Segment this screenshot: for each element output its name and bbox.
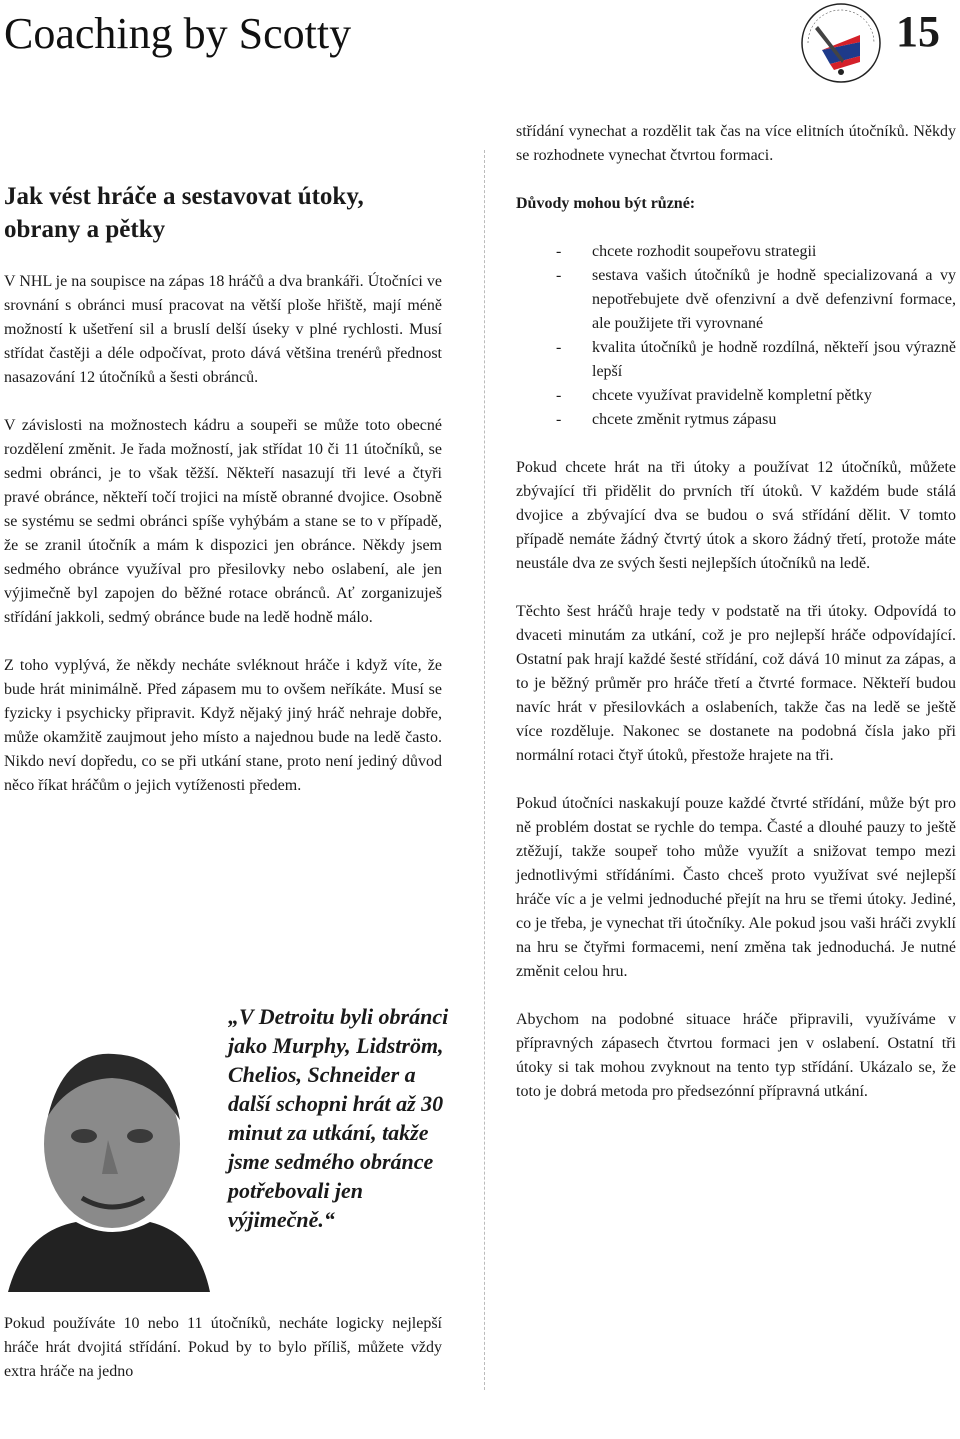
reasons-list (516, 240, 956, 432)
list-item: - kvalita útočníků je hodně rozdílná, někteří jsou výrazně lepší (516, 336, 956, 384)
paragraph: Pokud útočníci naskakují pouze každé čtvrté střídání, může být pro ně problém dostat se rychle do tempa. Časté a dlouhé pauzy to ještě ztěžují, takže soupeř toho může využít a snižovat tempo mezi jednotlivými střídáními. Často chceš proto využívat své nejlepší hráče víc a je velmi jednoduché přejít na hru se třemi útoky. Jediné, co je třeba, je vynechat tři útočníky. Ale pokud jsou vaši hráči zvyklí na hru se čtyřmi formacemi, není změna tak jednoduchá. Je nutné změnit celou hru. (516, 795, 956, 980)
article-heading: Jak vést hráče a sestavovat útoky, obrany a pětky (4, 183, 364, 243)
paragraph: Pokud používáte 10 nebo 11 útočníků, necháte logicky nejlepší hráče hrát dvojitá střídání. Pokud by to bylo příliš, můžete vždy extra hráče na jedno (4, 1315, 442, 1380)
reasons-heading: Důvody mohou být různé: (516, 195, 696, 212)
paragraph: V NHL je na soupisce na zápas 18 hráčů a dva brankáři. Útočníci ve srovnání s obránci musí pracovat na větší ploše hřiště, mají méně možností k ušetření sil a bruslí delší úseky v plné rychlosti. Musí střídat častěji a déle odpočívat, proto dává většina trenérů přednost nasazování 12 útočníků a šesti obránců. (4, 273, 442, 386)
left-column-continued (4, 1312, 442, 1384)
paragraph: Abychom na podobné situace hráče připravili, využíváme v přípravných zápasech čtvrtou formaci jen v oslabení. Ostatní tři útoky si tak mohou zvyknout na tento typ střídání. Ukázalo se, že toto je dobrá metoda pro předsezónní přípravná utkání. (516, 1011, 956, 1100)
column-divider (484, 150, 485, 1390)
page-number: 15 (896, 7, 940, 56)
hockey-federation-logo (800, 2, 882, 84)
paragraph: V závislosti na možnostech kádru a soupeři se může toto obecné rozdělení změnit. Je řada možností, jak střídat 10 či 11 útočníků, se sedmi obránci, je to však těžší. Někteří nasazují tři levé a čtyři pravé obránce, někteří točí trojici na místě obranné dvojice. Osobně se systému se sedmi obránci spíše vyhýbám a stane se to v případě, že se zranil útočník a mám k dispozici jen obránce. Někdy jsem sedmého obránce využíval pro přesilovky nebo oslabení, ale jen výjimečně byl zapojen do běžné rotace obránců. Ať zorganizuješ střídání jakkoli, sedmý obránce bude na ledě hodně málo. (4, 417, 442, 626)
paragraph: Pokud chcete hrát na tři útoky a používat 12 útočníků, můžete zbývající tři přidělit do prvních tří útoků. V každém bude stálá dvojice a zbývající dva se budou o svá střídání dělit. V tomto případě nemáte žádný čtvrtý útok a skoro žádný třetí, protože máte neustále dva ze svých šesti nejlepších útočníků na ledě. (516, 459, 956, 572)
paragraph: Z toho vyplývá, že někdy necháte svléknout hráče i když víte, že bude hrát minimálně. Před zápasem mu to ovšem neříkáte. Musí se fyzicky i psychicky připravit. Když nějaký jiný hráč nehraje dobře, může okamžitě zaujmout jeho místo a najednou bude na ledě často. Nikdo neví dopředu, co se při utkání stane, proto není jediný důvod něco říkat hráčům o jejich vytíženosti předem. (4, 657, 442, 794)
left-column (4, 180, 442, 822)
list-item: - sestava vašich útočníků je hodně specializovaná a vy nepotřebujete dvě ofenzivní a dvě defenzivní formace, ale použijete tři vyrovnané (516, 264, 956, 336)
list-item: - chcete rozhodit soupeřovu strategii (516, 240, 956, 264)
paragraph: Těchto šest hráčů hraje tedy v podstatě na tři útoky. Odpovídá to dvaceti minutám za utkání, což je pro nejlepší hráče odpovídající. Ostatní pak hrají každé šesté střídání, což dává 10 minut za zápas, a to je běžný průměr pro hráče třetí a čtvrté formace. Někteří budou navíc hrát v přesilovkách a oslabeních, takže čas na ledě se ještě více rozděluje. Nakonec se dostanete na podobná čísla jako při normální rotaci čtyř útoků, přestože hrajete na tři. (516, 603, 956, 764)
list-item: - chcete změnit rytmus zápasu (516, 408, 956, 432)
page-title: Coaching by Scotty (4, 9, 352, 58)
pull-quote: „V Detroitu byli obránci jako Murphy, Lidström, Chelios, Schneider a další schopni hrát až 30 minut za utkání, takže jsme sedmého obránce potřebovali jen výjimečně.“ (228, 1004, 449, 1232)
list-item: - chcete využívat pravidelně kompletní pětky (516, 384, 956, 408)
right-column (516, 120, 956, 1128)
coach-portrait-photo (4, 1028, 210, 1292)
paragraph: střídání vynechat a rozdělit tak čas na více elitních útočníků. Někdy se rozhodnete vynechat čtvrtou formaci. (516, 123, 956, 164)
